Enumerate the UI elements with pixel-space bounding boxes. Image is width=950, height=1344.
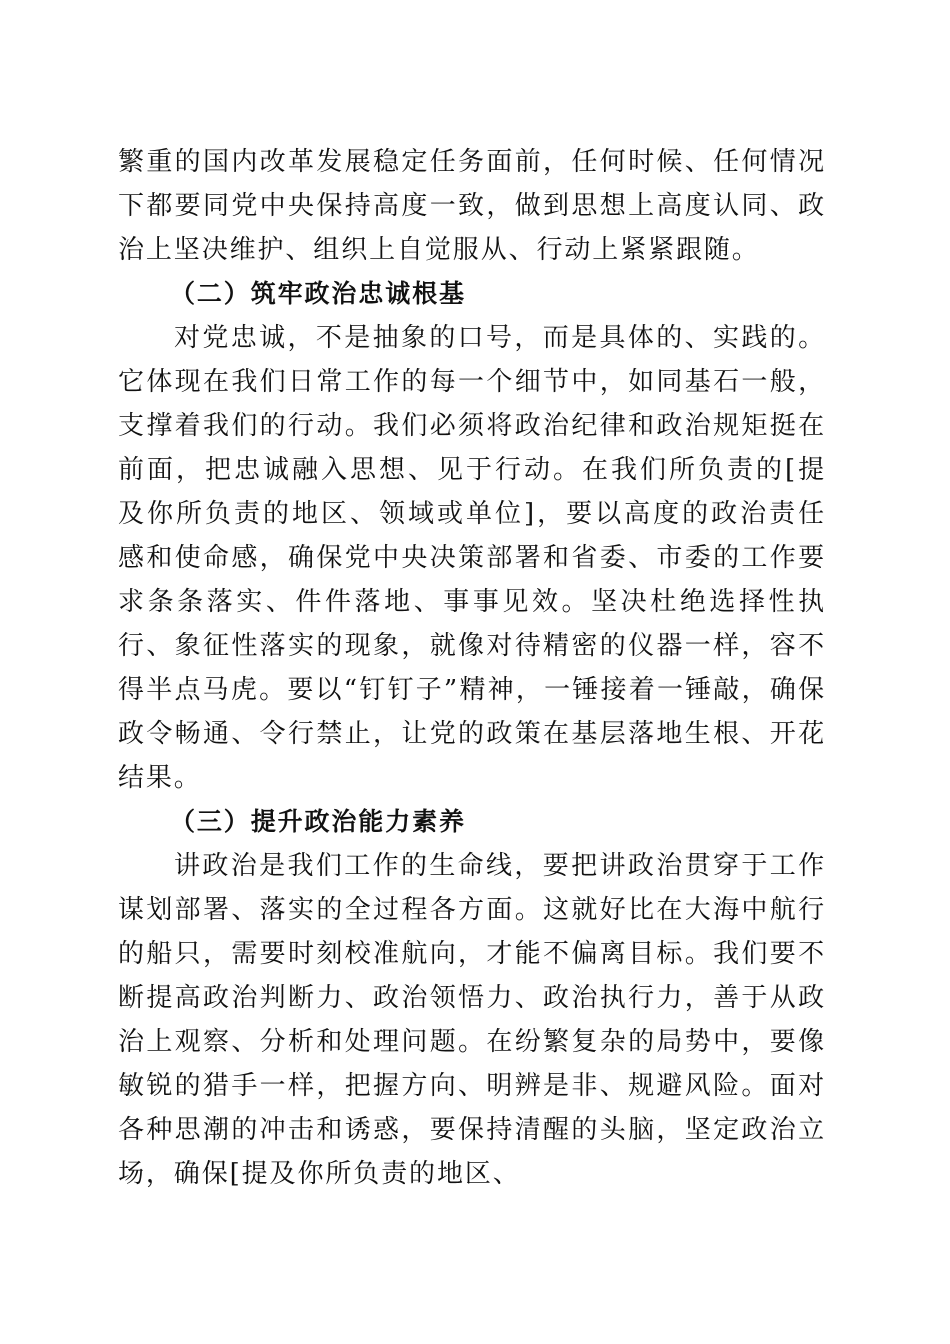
- section-heading-2: （二）筑牢政治忠诚根基: [170, 279, 466, 308]
- section-heading-3: （三）提升政治能力素养: [170, 807, 466, 836]
- paragraph-section-3: 讲政治是我们工作的生命线，要把讲政治贯穿于工作谋划部署、落实的全过程各方面。这就好比在大海中航行的船只，需要时刻校准航向，才能不偏离目标。我们要不断提高政治判断力、政治领悟力、政治执行力，善于从政治上观察、分析和处理问题。在纷繁复杂的局势中，要像敏锐的猎手一样，把握方向、明辨是非、规避风险。面对各种思潮的冲击和诱惑，要保持清醒的头脑，坚定政治立场，确保[提及你所负责的地区、: [118, 851, 826, 1189]
- paragraph-intro: 繁重的国内改革发展稳定任务面前，任何时候、任何情况下都要同党中央保持高度一致，做到思想上高度认同、政治上坚决维护、组织上自觉服从、行动上紧紧跟随。: [118, 147, 826, 265]
- paragraph-section-2: 对党忠诚，不是抽象的口号，而是具体的、实践的。它体现在我们日常工作的每一个细节中，如同基石一般，支撑着我们的行动。我们必须将政治纪律和政治规矩挺在前面，把忠诚融入思想、见于行动。在我们所负责的[提及你所负责的地区、领域或单位]，要以高度的政治责任感和使命感，确保党中央决策部署和省委、市委的工作要求条条落实、件件落地、事事见效。坚决杜绝选择性执行、象征性落实的现象，就像对待精密的仪器一样，容不得半点马虎。要以“钉钉子”精神，一锤接着一锤敲，确保政令畅通、令行禁止，让党的政策在基层落地生根、开花结果。: [118, 323, 826, 793]
- document-page: [118, 140, 826, 1196]
